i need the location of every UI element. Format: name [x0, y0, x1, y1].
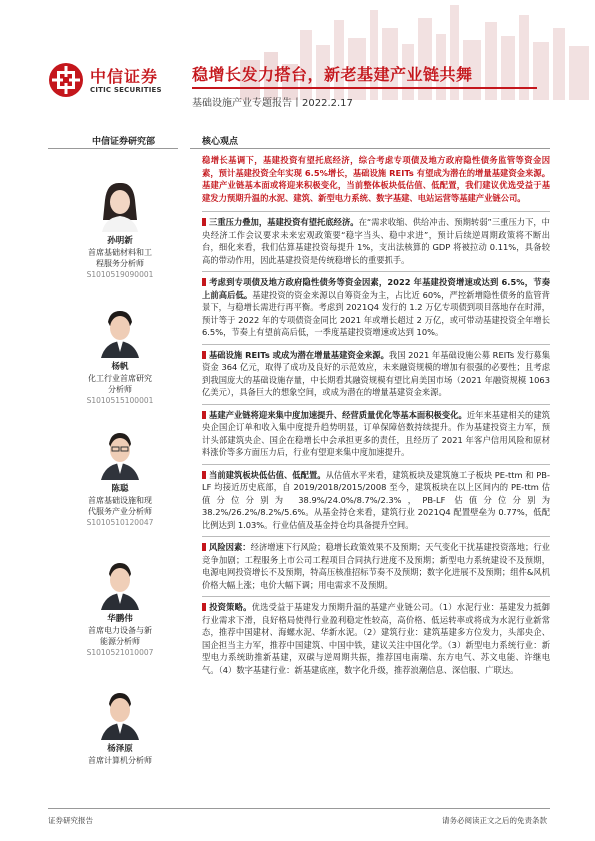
analyst-title: 程服务分析师 — [96, 259, 144, 268]
analyst-card — [70, 428, 170, 528]
key-point-heading: 投资策略。 — [209, 602, 252, 612]
bullet-marker-icon — [202, 278, 206, 286]
key-point-heading: 基建产业链将迎来集中度加速提升、经营质量优化等基本面积极变化。 — [209, 409, 467, 420]
analyst-name: 华鹏伟 — [107, 614, 133, 624]
lead-summary: 稳增长基调下，基建投资有望托底经济，综合考虑专项债及地方政府隐性债务监管等资金因素，预计基建投资全年实现 6.5%增长，基础设施 REITs 有望成为潜在的增量基建资金来源。基建产业链基本面或将迎来积极变化，当前整体板块低估值、低配置，我们建议优选受益于基建发力预期升温的水泥、建筑、新型电力系统、数字基建、电站运营等基建产业链公司。 — [202, 155, 550, 203]
analyst-cert-id: S1010515100001 — [86, 396, 154, 405]
analyst-photo-icon — [97, 180, 143, 232]
key-point-body: 在“需求收缩、供给冲击、预期转弱”三重压力下，中央经济工作会议要求未来宏观政策要“稳字当头、稳中求进”，预计后续逆周期政策将不断出台，细化来看，我们估算基建投资每提升 1%，支出法核算的 GDP 将被拉动 0.11%，具备较高的带动作用，因此基建投资是传统稳增长的重要抓手。 — [202, 217, 550, 265]
key-point-heading: 风险因素： — [209, 542, 251, 552]
analyst-title: 分析师 — [108, 385, 132, 394]
analyst-name: 陈聪 — [111, 484, 129, 494]
analyst-title: 首席基础材料和工 — [88, 248, 152, 257]
key-point-heading: 基础设施 REITs 或成为潜在增量基建资金来源。 — [209, 349, 389, 360]
analyst-card — [70, 306, 170, 406]
right-column-rule — [190, 148, 550, 149]
key-point — [202, 469, 550, 532]
bullet-divider — [202, 211, 550, 212]
brand-name-cn: 中信证券 — [90, 67, 159, 86]
bullet-marker-icon — [202, 471, 206, 479]
analyst-title: 首席基础设施和现 — [88, 496, 152, 505]
key-point-heading: 考虑到专项债及地方政府隐性债务等资金因素，2022 年基建投资增速或达到 6.5%，节奏上前高后低。 — [202, 277, 550, 300]
key-point-body: 优选受益于基建发力预期升温的基建产业链公司。（1）水泥行业：基建发力抵御行业需求下滑，良好格局使得行业盈利稳定性较高，高价格、低运转率或将成为水泥行业新常态，推荐中国建材、海螺水泥、华新水泥。（2）建筑行业：建筑基建多方位发力，头部央企、国企担当主力军，推荐中国建筑、中国中铁，建议关注中国化学。（3）新型电力系统行业：新型电力系统助推新基建，双碳与逆周期共振，推荐国电南瑞、东方电气、苏文电能、许继电气。（4）数字基建行业：新基建底座，数字化升级，推荐浪潮信息、深信服、广联达。 — [202, 602, 550, 675]
analyst-card — [70, 180, 170, 280]
key-point — [202, 349, 550, 399]
core-views-heading: 核心观点 — [202, 137, 239, 147]
analyst-card — [70, 688, 170, 766]
bullet-divider — [202, 271, 550, 272]
research-dept-heading: 中信证券研究部 — [92, 137, 156, 147]
analyst-cert-id: S1010519090001 — [86, 270, 154, 279]
report-title: 稳增长发力搭台，新老基建产业链共舞 — [192, 65, 473, 84]
citic-logo — [48, 60, 183, 102]
left-column-rule — [48, 148, 178, 149]
analyst-title: 化工行业首席研究 — [88, 374, 152, 383]
footer-divider — [48, 808, 550, 809]
key-point — [202, 601, 550, 676]
key-point — [202, 276, 550, 339]
key-point — [202, 409, 550, 459]
bullet-divider — [202, 344, 550, 345]
core-views-content — [202, 154, 550, 681]
key-point-body: 近年来基建相关的建筑央企国企订单和收入集中度提升趋势明显，订单保障倍数持续提升。作为基建投资主力军，预计头部建筑央企、国企在稳增长中会承担更多的责任，且经历了 2021 年客户信用风险和原材料涨价等多方面压力后，行业有望迎来集中度加速提升。 — [202, 409, 550, 457]
key-point-body: 从估值水平来看，建筑板块及建筑施工子板块 PE-ttm 和 PB-LF 均接近历史底部，自 2019/2018/2015/2008 至今，建筑板块在以上区间内的 PE-ttm 估值分位分别为 38.9%/24.0%/8.7%/2.3%，PB-LF 估值分位分别为 38.2%/26.2%/8.2%/5.6%。从基金持仓来看，建筑行业 2021Q4 配置壁垒为 0.77%，低配比例达到 1.03%。行业估值及基金持仓均具备提升空间。 — [202, 469, 550, 530]
key-point — [202, 216, 550, 266]
analyst-photo-icon — [97, 428, 143, 480]
analyst-title: 能源分析师 — [100, 637, 140, 646]
bullet-marker-icon — [202, 351, 206, 359]
report-subtitle: 基础设施产业专题报告丨2022.2.17 — [192, 98, 353, 109]
brand-name-en: CITIC SECURITIES — [90, 86, 162, 94]
analyst-cert-id: S1010521010007 — [86, 648, 154, 657]
analyst-title: 首席电力设备与新 — [88, 626, 152, 635]
key-point-heading: 三重压力叠加，基建投资有望托底经济。 — [209, 217, 359, 227]
analyst-name: 杨泽原 — [107, 744, 133, 754]
key-point-heading: 当前建筑板块低估值、低配置。 — [209, 469, 326, 480]
analyst-photo-icon — [97, 688, 143, 740]
report-header — [0, 0, 595, 130]
analyst-title: 代服务产业分析师 — [88, 507, 152, 516]
analyst-name: 孙明新 — [107, 236, 133, 246]
footer-disclaimer-note: 请务必阅读正文之后的免责条款 — [442, 816, 547, 825]
key-point — [202, 541, 550, 591]
analyst-name: 杨帆 — [111, 362, 129, 372]
analyst-card — [70, 558, 170, 658]
citic-logo-icon — [48, 62, 84, 98]
analyst-title: 首席计算机分析师 — [88, 756, 152, 765]
bullet-marker-icon — [202, 543, 206, 551]
title-divider — [192, 87, 537, 89]
bullet-divider — [202, 596, 550, 597]
bullet-divider — [202, 404, 550, 405]
analyst-photo-icon — [97, 558, 143, 610]
bullet-divider — [202, 536, 550, 537]
bullet-marker-icon — [202, 411, 206, 419]
bullet-divider — [202, 464, 550, 465]
analyst-photo-icon — [97, 306, 143, 358]
key-point-body: 经济增速下行风险；稳增长政策效果不及预期；天气变化干扰基建投资落地；行业竞争加剧；工程服务上市公司工程项目合同执行进度不及预期；新型电力系统建设不及预期，电源电网投资增长不及预期，特高压核准招标节奏不及预期；数字化进展不及预期；组件&风机价格大幅上涨；电价大幅下调；用电需求不及预期。 — [202, 542, 550, 590]
footer-report-type: 证券研究报告 — [48, 816, 93, 825]
bullet-marker-icon — [202, 603, 206, 611]
bullet-marker-icon — [202, 218, 206, 226]
key-point-body: 我国 2021 年基础设施公募 REITs 发行募集资金 364 亿元，取得了成功及良好的示范效应，未来融资规模的增加有很强的必要性；且考虑到我国庞大的基础设施存量，中长期看其融资规模有望比肩美国市场（2021 年融资规模 1063 亿美元），具备巨大的想象空间，或成为潜在的增量基建资金来源。 — [202, 349, 551, 397]
key-point-body: 基建投资的资金来源以自筹资金为主，占比近 60%，严控新增隐性债务的监管背景下，与稳增长需进行再平衡。考虑到 2021Q4 发行的 1.2 万亿专项债到项目落地存在时滞，预计等于 2022 年的专项债资金同比 2021 年或增长超过 2 万亿，或可带动基建投资全年增长 6.5%，节奏上有望前高后低，一季度基建投资增速或达到 10%。 — [202, 289, 550, 337]
analyst-cert-id: S1010510120047 — [86, 518, 154, 527]
